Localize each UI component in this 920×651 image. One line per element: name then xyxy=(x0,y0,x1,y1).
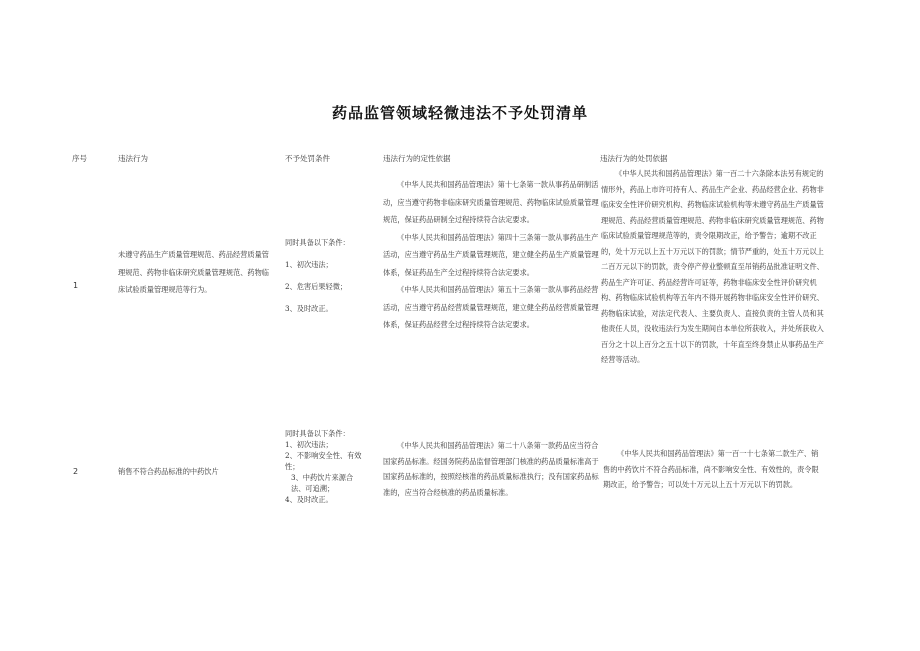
row-1-basis-paragraph: 《中华人民共和国药品管理法》第十七条第一款从事药品研制活动，应当遵守药物非临床研究质量管理规范、药物临床试验质量管理规范，保证药品研制全过程持续符合法定要求。 xyxy=(383,180,599,224)
row-2-violation: 销售不符合药品标准的中药饮片 xyxy=(118,467,219,476)
row-1-conditions xyxy=(285,234,365,318)
row-2-penalty-basis: 《中华人民共和国药品管理法》第一百一十七条第二款生产、销售的中药饮片不符合药品标准，尚不影响安全性、有效性的，责令限期改正，给予警告；可以处十万元以上五十万元以下的罚款。 xyxy=(603,449,819,489)
row-1-condition-line: 1、初次违法； xyxy=(285,260,333,269)
row-1-condition-line: 同时具备以下条件： xyxy=(285,238,350,247)
header-penalty-basis: 违法行为的处罚依据 xyxy=(600,154,668,163)
row-1-violation: 未遵守药品生产质量管理规范、药品经营质量管理规范、药物非临床研究质量管理规范、药物临床试验质量管理规范等行为。 xyxy=(118,250,269,294)
row-1-penalty-basis: 《中华人民共和国药品管理法》第一百二十六条除本法另有规定的情形外，药品上市许可持有人、药品生产企业、药品经营企业、药物非临床安全性评价研究机构、药物临床试验机构等未遵守药品生产质量管理规范、药品经营质量管理规范、药物非临床研究质量管理规范、药物临床试验质量管理规范等的，责令限期改正，给予警告；逾期不改正的，处十万元以上五十万元以下的罚款；情节严重的，处五十万元以上二百万元以下的罚款，责令停产停业整顿直至吊销药品批准证明文件、药品生产许可证、药品经营许可证等，药物非临床安全性评价研究机构、药物临床试验机构等五年内不得开展药物非临床安全性评价研究、药物临床试验，对法定代表人、主要负责人、直接负责的主管人员和其他责任人员，没收违法行为发生期间自本单位所获收入，并处所获收入百分之十以上百分之五十以下的罚款，十年直至终身禁止从事药品生产经营等活动。 xyxy=(601,169,824,364)
row-2-condition-line: 4、及时改正。 xyxy=(285,495,333,504)
row-1-seq: 1 xyxy=(73,281,79,290)
header-condition: 不予处罚条件 xyxy=(285,154,330,163)
row-2-legal-basis: 《中华人民共和国药品管理法》第二十八条第一款药品应当符合国家药品标准。经国务院药品监督管理部门核准的药品质量标准高于国家药品标准的，按照经核准的药品质量标准执行；没有国家药品标准的，应当符合经核准的药品质量标准。 xyxy=(383,441,599,497)
row-1-condition-line: 3、及时改正。 xyxy=(285,304,333,313)
row-2-seq: 2 xyxy=(73,467,79,476)
row-1-basis-paragraph: 《中华人民共和国药品管理法》第五十三条第一款从事药品经营活动，应当遵守药品经营质量管理规范，建立健全药品经营质量管理体系，保证药品经营全过程持续符合法定要求。 xyxy=(383,285,599,329)
page-title: 药品监管领域轻微违法不予处罚清单 xyxy=(331,104,588,122)
row-1-legal-basis xyxy=(383,176,601,334)
row-1-condition-line: 2、危害后果轻微； xyxy=(285,282,348,291)
header-seq: 序号 xyxy=(72,154,87,163)
header-legal-basis: 违法行为的定性依据 xyxy=(383,154,451,163)
row-2-condition-line: 2、不影响安全性、有效性； xyxy=(285,451,362,471)
row-2-condition-line: 1、初次违法； xyxy=(285,440,333,449)
row-2-condition-line: 3、中药饮片来源合法、可追溯； xyxy=(291,473,354,493)
row-1-basis-paragraph: 《中华人民共和国药品管理法》第四十三条第一款从事药品生产活动，应当遵守药品生产质量管理规范，建立健全药品生产质量管理体系，保证药品生产全过程持续符合法定要求。 xyxy=(383,232,599,277)
row-2-conditions xyxy=(285,428,367,505)
row-2-condition-line: 同时具备以下条件： xyxy=(285,429,350,438)
header-violation: 违法行为 xyxy=(118,154,148,163)
